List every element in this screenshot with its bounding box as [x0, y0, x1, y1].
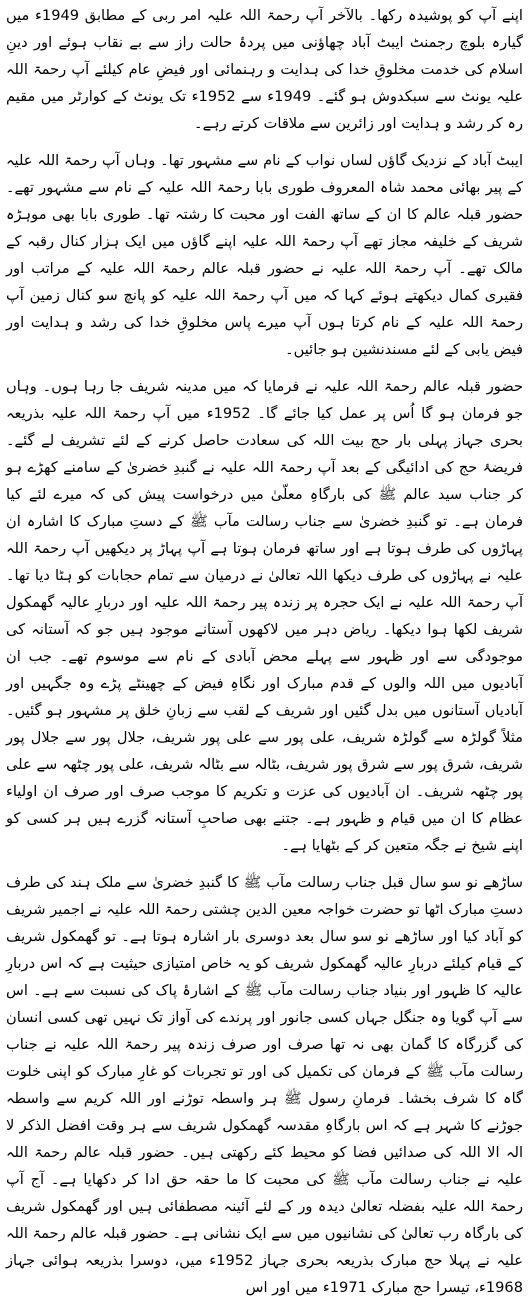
paragraph-hajj-1952: حضور قبلہ عالم رحمۃ اللہ علیہ نے فرمایا کہ میں مدینہ شریف جا رہا ہوں۔ وہاں جو فرمان ہو گا اُس پر عمل کیا جائے گا۔ 1952ء میں آپ رحمۃ اللہ علیہ بذریعہ بحری جہاز پہلی بار حج بیت اللہ کی سعادت حاصل کرنے کے لئے تشریف لے گئے۔ فریضۂ حج کی ادائیگی کے بعد آپ رحمۃ اللہ علیہ نے گنبدِ خضریٰ کے سامنے کھڑے ہو کر جناب سید عالم ﷺ کی بارگاہِ معلّیٰ میں درخواست پیش کی کہ میرے لئے کیا فرمان ہے۔ تو گنبدِ خضریٰ سے جناب رسالت مآب ﷺ کے دستِ مبارک کا اشارہ ان پہاڑوں کی طرف ہوتا ہے اور ساتھ فرمان ہوتا ہے آپ پہاڑ پر دیکھیں آپ رحمۃ اللہ علیہ نے پہاڑوں کی طرف دیکھا اللہ تعالیٰ نے درمیان سے تمام حجابات کو ہٹا دیا تھا۔ آپ رحمۃ اللہ علیہ نے ایک حجرہ پر زندہ پیر رحمۃ اللہ علیہ اور دربارِ عالیہ گھمکول شریف لکھا ہوا دیکھا۔ ریاض دہر میں لاکھوں آستانے موجود ہیں جو کہ آستانہ کی موجودگی سے اور ظہور سے پہلے محض آبادی کے نام سے موسوم تھے۔ جب ان آبادیوں میں اللہ والوں کے قدم مبارک اور نگاہِ فیض کے چھینٹے پڑے وہ جگہیں اور آبادیاں آستانوں میں بدل گئیں اور شریف کے لقب سے زبانِ خلق پر مشہور ہو گئیں۔ مثلاً گولڑہ سے گولڑہ شریف، علی پور سے علی پور شریف، جلال پور سے جلال پور شریف، شرق پور سے شرق پور شریف، بٹالہ سے بٹالہ شریف، علی پور چٹھہ سے علی پور چٹھہ شریف۔ ان آبادیوں کی عزت و تکریم کا موجب صرف اور صرف ان اولیاء عظام کا ان میں قیام و ظہور ہے۔ جتنے بھی صاحبِ آستانہ گزرے ہیں ہر کسی کو اپنے شیخ نے جگہ متعین کر کے بٹھایا ہے۔ [6, 378, 523, 854]
paragraph-army-service: اپنے آپ کو پوشیدہ رکھا۔ بالآخر آپ رحمۃ اللہ علیہ امر ربی کے مطابق 1949ء میں گیارہ بلوچ رجمنٹ ایبٹ آباد چھاؤنی میں پردۂ حالت راز سے بے نقاب ہوئے اور دینِ اسلام کی خدمت مخلوقِ خدا کی ہدایت و رہنمائی اور فیضِ عام کیلئے آپ رحمۃ اللہ علیہ یونٹ سے سبکدوش ہو گئے۔ 1949ء سے 1952ء تک یونٹ کے کوارٹر میں مقیم رہ کر رشد و ہدایت اور زائرین سے ملاقات کرتے رہے۔ [6, 7, 523, 132]
paragraph-ghamkol-sharif: ساڑھے نو سو سال قبل جناب رسالت مآب ﷺ کا گنبدِ خضریٰ سے ملک ہند کی طرف دستِ مبارک اٹھا تو حضرت خواجہ معین الدین چشتی رحمۃ اللہ علیہ نے اجمیر شریف کو آباد کیا اور ساڑھے نو سو سال بعد دوسری بار اشارہ ہوتا ہے۔ تو گھمکول شریف کے قیام کیلئے دربارِ عالیہ گھمکول شریف کو یہ خاص امتیازی حیثیت ہے کہ اس دربارِ عالیہ کا ظہور اور بنیاد جناب رسالت مآب ﷺ کے اشارۂ پاک کی نسبت سے ہے۔ اس سے آپ گویا وہ جنگل جہاں کسی جانور اور پرندے کی آواز تک نہیں تھی کسی انسان کی گزرگاہ کا گمان بھی نہ تھا صرف اور صرف زندہ پیر رحمۃ اللہ علیہ نے جناب رسالت مآب ﷺ کے فرمان کی تکمیل کی اور تو تجربات کو غارِ مبارک کو اپنی خلوت گاہ کا شرف بخشا۔ فرمانِ رسول ﷺ ہر واسطہ توڑنے اور اللہ کریم سے واسطہ جوڑنے کا شہر ہے کہ اس بارگاہِ مقدسہ گھمکول شریف سے ہر وقت افضل الذکر لا الہ الا اللہ کی صدائیں فضا کو محیط کئے رکھتی ہیں۔ حضور قبلہ عالم رحمۃ اللہ علیہ نے جناب رسالت مآب ﷺ کی محبت کا ما حقہ حق ادا کر دکھایا ہے۔ آج آپ رحمۃ اللہ علیہ بفضلہ تعالیٰ دیدہ ور کے لئے آئینہ مصطفائی ہیں اور گھمکول شریف کی بارگاہ رب تعالیٰ کی نشانیوں میں سے ایک نشانی ہے۔ حضور قبلہ عالم رحمۃ اللہ علیہ نے پہلا حج مبارک بذریعہ بحری جہاز 1952ء میں، دوسرا بذریعہ ہوائی جہاز 1968ء، تیسرا حج مبارک 1971ء میں اور اس [6, 874, 523, 1296]
paragraph-turi-baba: ایبٹ آباد کے نزدیک گاؤں لساں نواب کے نام سے مشہور تھا۔ وہاں آپ رحمۃ اللہ علیہ کے پیر بھائی محمد شاہ المعروف طوری بابا رحمۃ اللہ علیہ کے نام سے مشہور تھے۔ حضور قبلہ عالم کا ان کے ساتھ الفت اور محبت کا رشتہ تھا۔ طوری بابا بھی موہڑہ شریف کے خلیفہ مجاز تھے آپ رحمۃ اللہ علیہ اپنے گاؤں میں ایک ہزار کنال رقبہ کے مالک تھے۔ آپ رحمۃ اللہ علیہ نے حضور قبلہ عالم رحمۃ اللہ علیہ کے مراتب اور فقیری کمال دیکھتے ہوئے کہا کہ میں آپ رحمۃ اللہ علیہ کو پانچ سو کنال زمین آپ رحمۃ اللہ علیہ کے نام کرتا ہوں آپ میرے پاس مخلوقِ خدا کی رشد و ہدایت اور فیض یابی کے لئے مسندنشین ہو جائیں۔ [6, 152, 523, 358]
